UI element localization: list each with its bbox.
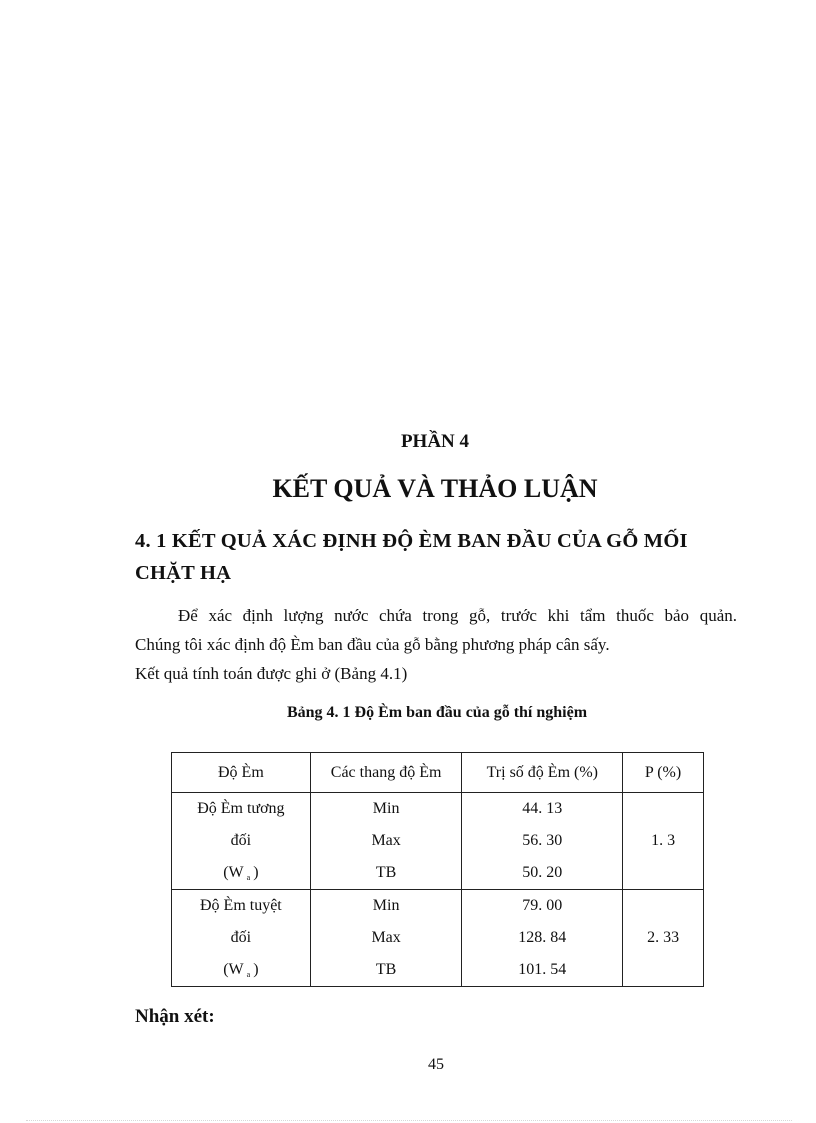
scale-label: Max (371, 929, 401, 946)
scale-label: TB (375, 961, 397, 978)
moisture-value: 79. 00 (522, 897, 563, 914)
table-row (172, 890, 704, 987)
moisture-value: 44. 13 (522, 800, 563, 817)
remark-heading: Nhận xét: (135, 1006, 215, 1027)
table-header-row (172, 753, 704, 793)
moisture-symbol: (W $_a$ ) (223, 961, 259, 979)
part-number: PHẦN 4 (400, 431, 470, 452)
header-cell: Trị số độ Èm (%) (462, 753, 623, 793)
moisture-type-line2: đối (230, 832, 252, 849)
moisture-type-line1: Độ Èm tuyệt (199, 897, 282, 914)
paragraph-line1: Để xác định lượng nước chứa trong gỗ, trước khi tẩm thuốc bảo quản. (178, 606, 737, 625)
paragraph-line3: Kết quả tính toán được ghi ở (Bảng 4.1) (135, 664, 408, 683)
moisture-type-line2: đối (230, 929, 252, 946)
intro-paragraph (135, 601, 737, 688)
moisture-value: 128. 84 (518, 929, 567, 946)
value-cell (462, 793, 623, 890)
p-value-cell: 2. 33 (623, 890, 704, 987)
section-heading (135, 525, 755, 589)
scale-label: TB (375, 864, 397, 881)
moisture-type-cell (172, 890, 311, 987)
section-heading-line1: 4. 1 KẾT QUẢ XÁC ĐỊNH ĐỘ ÈM BAN ĐẦU CỦA GỖ MỐI (135, 530, 688, 552)
scale-cell (310, 890, 462, 987)
part-title: KẾT QUẢ VÀ THẢO LUẬN (272, 474, 598, 503)
p-value-cell: 1. 3 (623, 793, 704, 890)
header-cell: P (%) (623, 753, 704, 793)
table-caption: Bảng 4. 1 Độ Èm ban đầu của gỗ thí nghiệm (286, 704, 588, 721)
moisture-type-cell (172, 793, 311, 890)
moisture-table (171, 752, 704, 987)
moisture-type-line1: Độ Èm tương (197, 800, 285, 817)
moisture-value: 56. 30 (522, 832, 563, 849)
moisture-symbol: (W $_a$ ) (223, 864, 259, 882)
scale-label: Min (372, 800, 400, 817)
moisture-value: 101. 54 (518, 961, 567, 978)
header-cell: Các thang độ Èm (310, 753, 462, 793)
scale-cell (310, 793, 462, 890)
moisture-value: 50. 20 (522, 864, 563, 881)
page-bottom-divider (26, 1120, 792, 1121)
value-cell (462, 890, 623, 987)
page-number: 45 (428, 1056, 444, 1073)
section-heading-line2: CHẶT HẠ (135, 562, 232, 584)
scale-label: Max (371, 832, 401, 849)
header-cell: Độ Èm (172, 753, 311, 793)
scale-label: Min (372, 897, 400, 914)
paragraph-line2: Chúng tôi xác định độ Èm ban đầu của gỗ bằng phương pháp cân sấy. (135, 635, 610, 654)
table-row (172, 793, 704, 890)
